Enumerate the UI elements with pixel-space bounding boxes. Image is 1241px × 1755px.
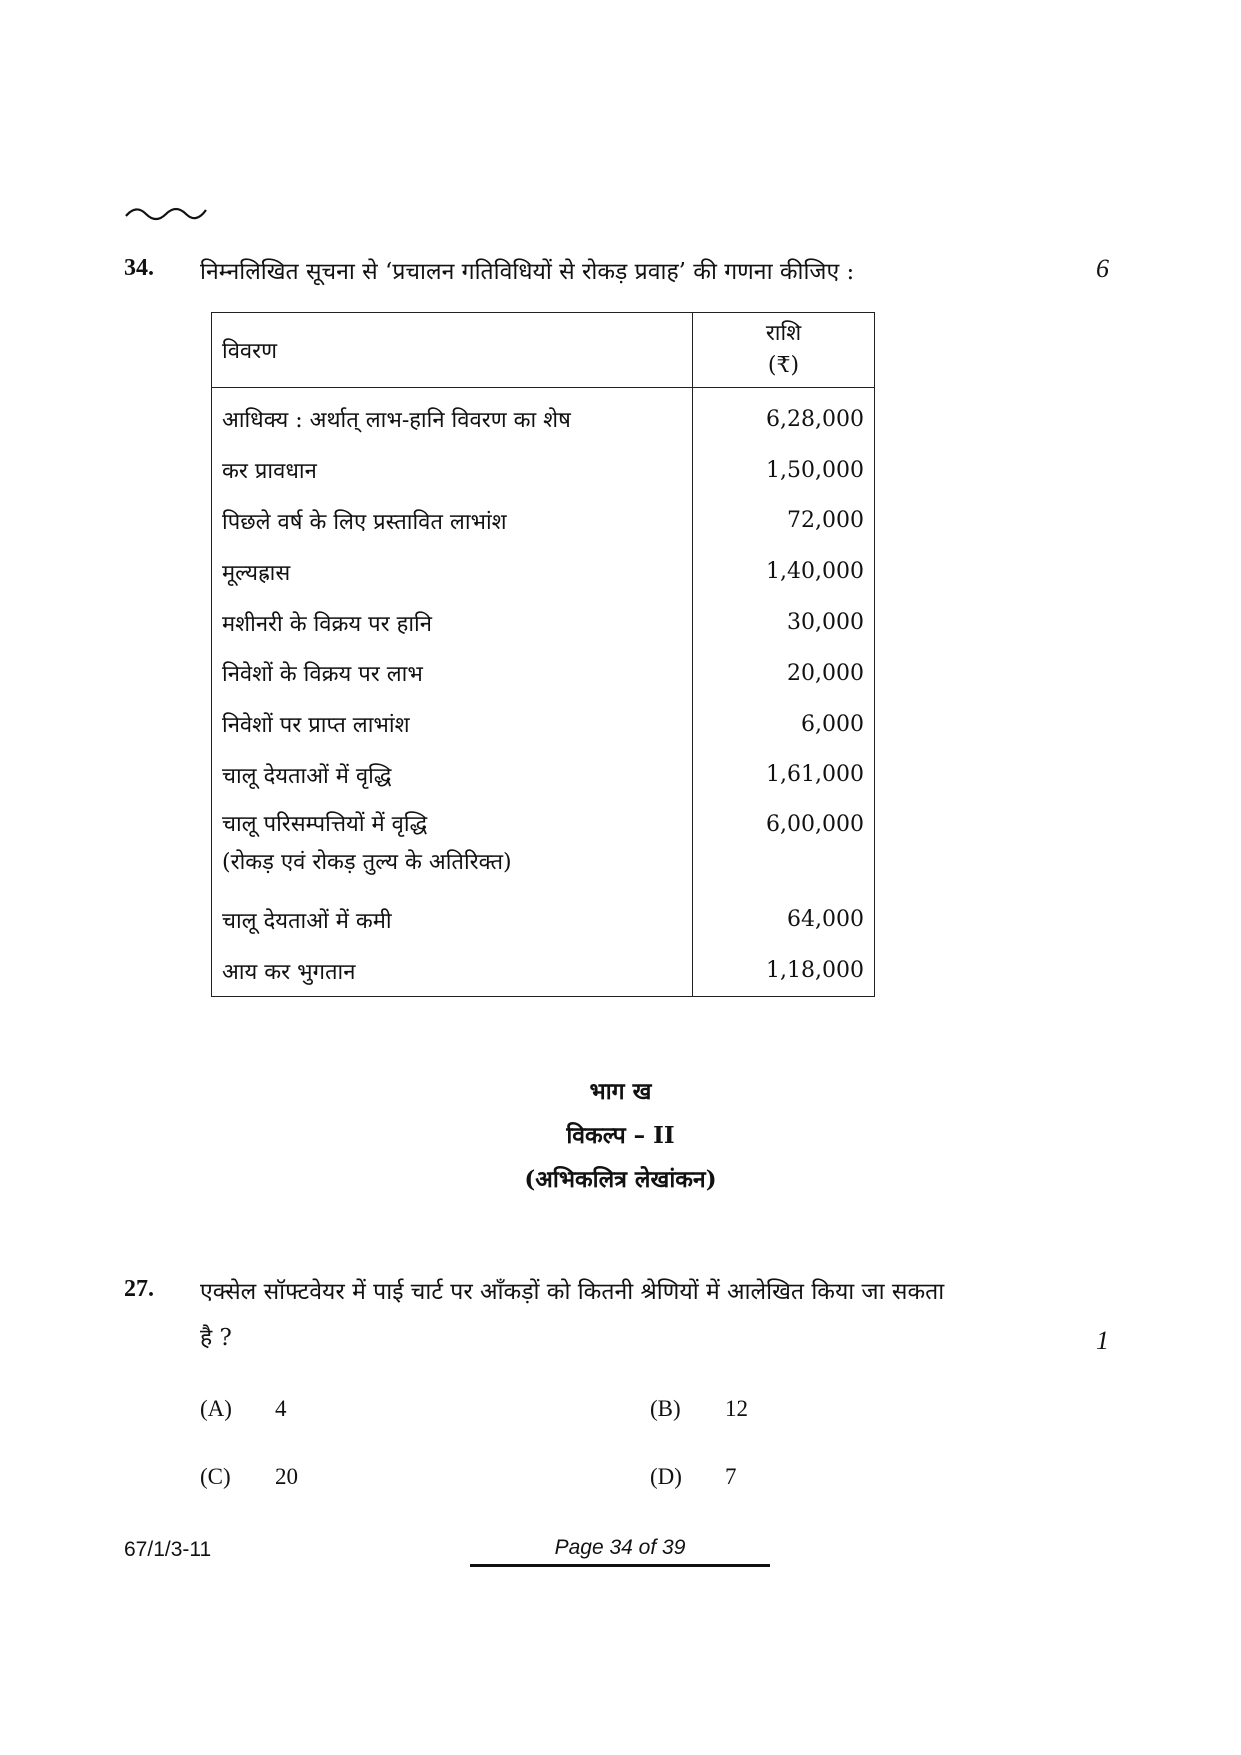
question-34-marks: 6 <box>1096 254 1109 283</box>
row-amount: 1,18,000 <box>693 945 875 996</box>
row-label-line1: चालू परिसम्पत्तियों में वृद्धि <box>222 812 428 838</box>
wave-decoration-icon <box>124 200 214 224</box>
row-label: चालू देयताओं में कमी <box>212 894 693 945</box>
option-c-label: (C) <box>200 1464 231 1489</box>
row-amount: 1,50,000 <box>693 445 875 496</box>
table-row <box>212 750 875 801</box>
table-row <box>212 699 875 750</box>
row-label: निवेशों के विक्रय पर लाभ <box>212 648 693 699</box>
row-label: आधिक्य : अर्थात् लाभ-हानि विवरण का शेष <box>212 388 693 445</box>
table-row <box>212 648 875 699</box>
row-amount: 1,40,000 <box>693 546 875 597</box>
row-amount: 6,28,000 <box>693 388 875 445</box>
row-amount: 1,61,000 <box>693 750 875 801</box>
table-row <box>212 445 875 496</box>
footer-page-number: Page 34 of 39 <box>554 1536 686 1559</box>
row-amount: 6,000 <box>693 699 875 750</box>
option-d-value: 7 <box>725 1464 737 1489</box>
row-amount: 20,000 <box>693 648 875 699</box>
row-label: कर प्रावधान <box>212 445 693 496</box>
row-label <box>212 800 693 894</box>
table-row <box>212 800 875 894</box>
option-a-value: 4 <box>275 1396 287 1421</box>
question-27-marks: 1 <box>1096 1326 1109 1355</box>
question-27-text-line2: है ? <box>200 1325 232 1351</box>
footer-underline <box>470 1564 770 1567</box>
table-row <box>212 546 875 597</box>
question-34-text: निम्नलिखित सूचना से ‘प्रचालन गतिविधियों से रोकड़ प्रवाह’ की गणना कीजिए : <box>200 259 855 285</box>
row-amount: 64,000 <box>693 894 875 945</box>
option-b-label: (B) <box>650 1396 681 1421</box>
header-amount-unit: (₹) <box>767 353 800 378</box>
footer-paper-code: 67/1/3-11 <box>124 1538 212 1561</box>
section-subtitle: (अभिकलित्र लेखांकन) <box>524 1166 717 1193</box>
row-amount: 72,000 <box>693 496 875 547</box>
row-label-line2: (रोकड़ एवं रोकड़ तुल्य के अतिरिक्त) <box>222 850 512 876</box>
header-amount-label: राशि <box>765 321 802 346</box>
row-label: चालू देयताओं में वृद्धि <box>212 750 693 801</box>
cash-flow-data-table <box>211 312 875 997</box>
row-label: आय कर भुगतान <box>212 945 693 996</box>
question-27-number: 27. <box>124 1276 154 1302</box>
question-34-number: 34. <box>124 255 154 281</box>
row-label: मूल्यह्रास <box>212 546 693 597</box>
section-option: विकल्प – II <box>566 1122 675 1149</box>
option-d-label: (D) <box>650 1464 682 1489</box>
row-label: मशीनरी के विक्रय पर हानि <box>212 597 693 648</box>
header-particulars: विवरण <box>212 313 693 388</box>
option-a-label: (A) <box>200 1396 232 1421</box>
table-row <box>212 597 875 648</box>
question-27-text-line1: एक्सेल सॉफ्टवेयर में पाई चार्ट पर आँकड़ों को कितनी श्रेणियों में आलेखित किया जा सकता <box>200 1279 945 1305</box>
table-row <box>212 945 875 996</box>
option-b-value: 12 <box>725 1396 748 1421</box>
option-c-value: 20 <box>275 1464 298 1489</box>
table-row <box>212 496 875 547</box>
section-title: भाग ख <box>589 1078 652 1105</box>
row-label: पिछले वर्ष के लिए प्रस्तावित लाभांश <box>212 496 693 547</box>
table-row <box>212 894 875 945</box>
row-amount: 6,00,000 <box>693 800 875 894</box>
row-label: निवेशों पर प्राप्त लाभांश <box>212 699 693 750</box>
table-row <box>212 388 875 445</box>
header-amount <box>693 313 875 388</box>
row-amount: 30,000 <box>693 597 875 648</box>
